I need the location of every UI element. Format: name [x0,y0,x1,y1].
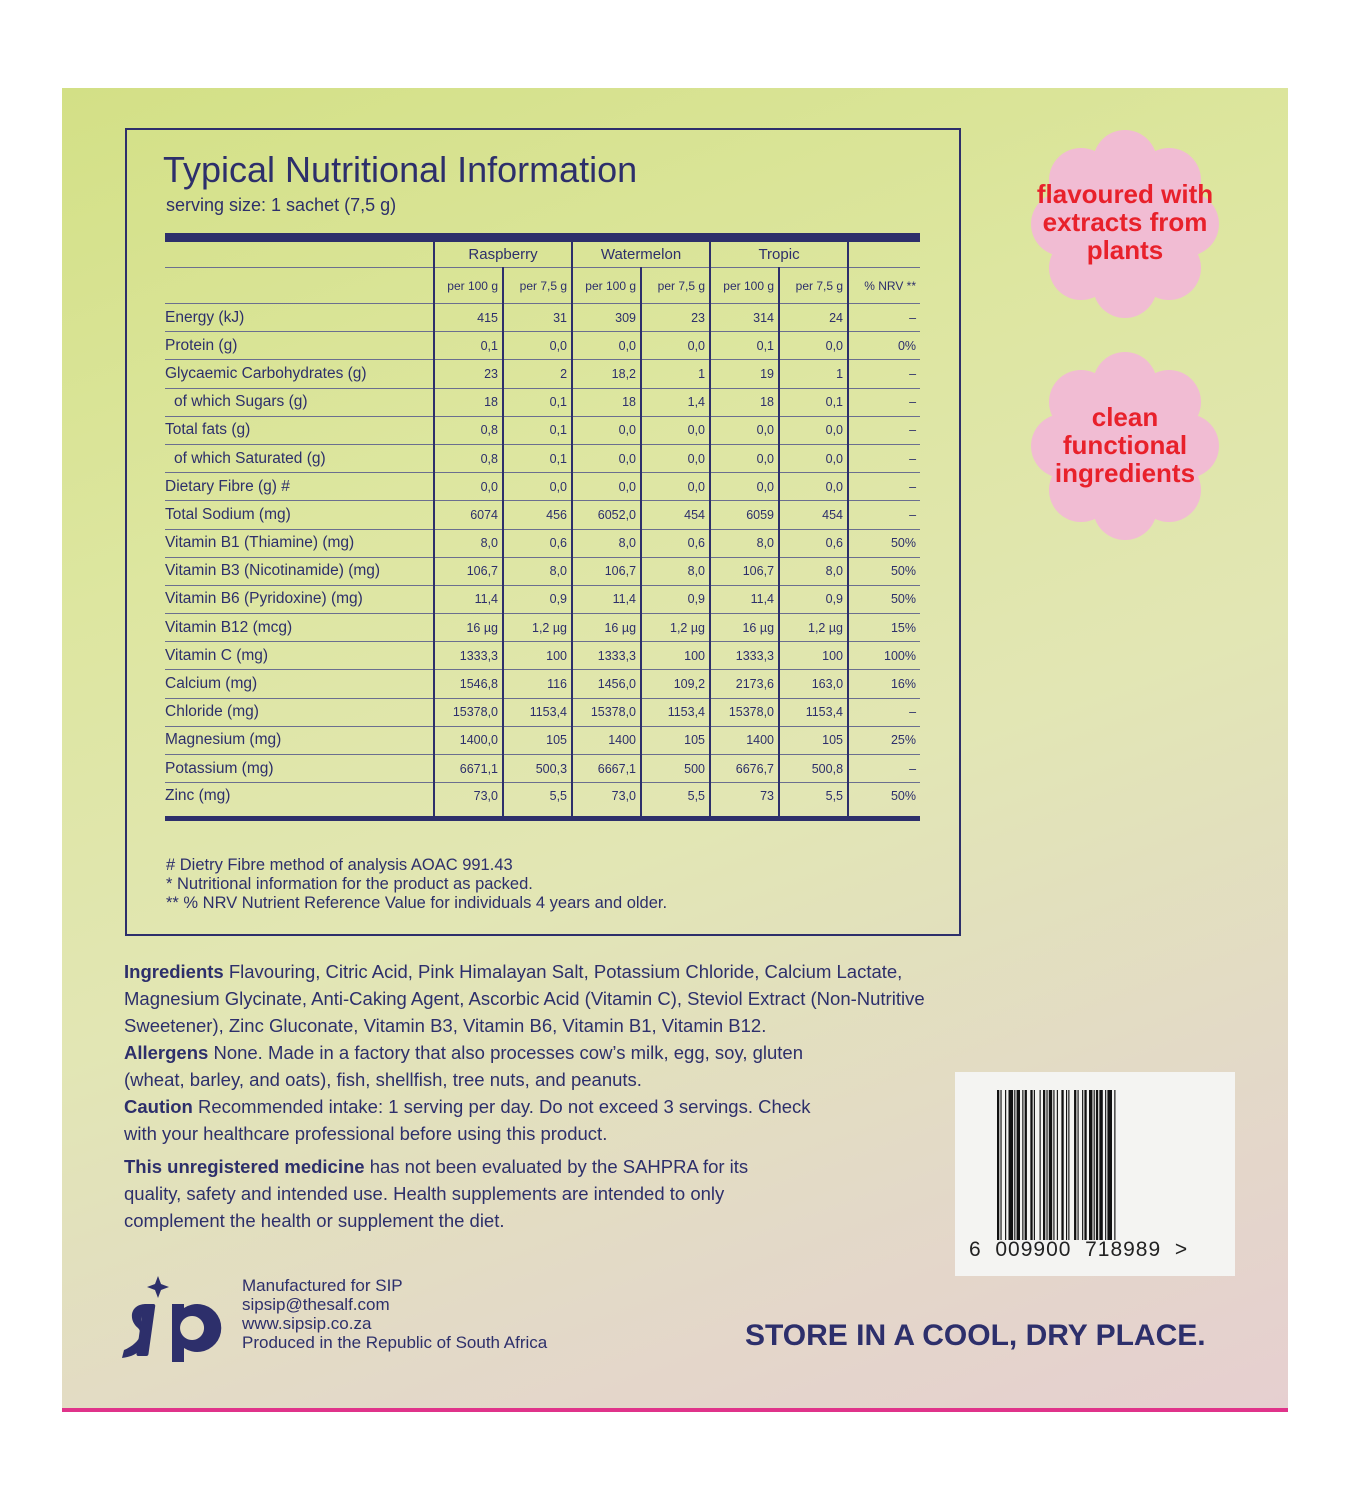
nutrient-value: 6671,1 [434,755,503,783]
nutrient-value: 2 [503,360,572,388]
table-row [165,585,920,613]
table-row [165,360,920,388]
nutrient-value: 18,2 [572,360,641,388]
nutrient-value: 100 [779,642,848,670]
nutrient-label: Dietary Fibre (g) # [165,473,434,501]
nutrient-value: 1456,0 [572,670,641,698]
nutrient-value: 100 [503,642,572,670]
nutrient-value: 23 [434,360,503,388]
nutrient-value: 0,0 [641,332,710,360]
flavour-header: Watermelon [572,238,710,268]
nutrient-value: 105 [779,726,848,754]
allergens-text [124,1039,824,1093]
medicine-text [124,1153,804,1234]
ingredients-text [124,958,944,1039]
product-info [124,958,944,1234]
per-serving-header: per 7,5 g [779,268,848,304]
nutrient-value: – [848,304,920,332]
serving-size: serving size: 1 sachet (7,5 g) [166,195,397,215]
nutrient-value: 6059 [710,501,779,529]
nutrient-label: Total fats (g) [165,416,434,444]
barcode-bar [1068,1090,1069,1240]
nutrient-value: 0,6 [503,529,572,557]
nutrient-label: Total Sodium (mg) [165,501,434,529]
nutrient-value: 16 µg [434,614,503,642]
nutrient-value: 0,9 [503,585,572,613]
medicine-label: This unregistered medicine [124,1156,365,1177]
nutrient-value: 50% [848,783,920,819]
barcode-bar [1043,1090,1045,1240]
nutrient-value: 5,5 [503,783,572,819]
nutrient-label: Protein (g) [165,332,434,360]
nutrient-value: 0,1 [710,332,779,360]
nutrient-value: 0,0 [779,444,848,472]
nutrient-value: 8,0 [434,529,503,557]
nutrient-label: Vitamin B3 (Nicotinamide) (mg) [165,557,434,585]
nutrient-value: 314 [710,304,779,332]
nutrient-value: 0% [848,332,920,360]
per-serving-header: per 7,5 g [503,268,572,304]
nutrient-value: 11,4 [572,585,641,613]
barcode-bar [1009,1090,1014,1240]
table-row [165,444,920,472]
barcode-bar [1094,1090,1095,1240]
nutrient-value: 6074 [434,501,503,529]
flavour-header: Raspberry [434,238,572,268]
nutrient-value: 6052,0 [572,501,641,529]
nutrient-label: Vitamin C (mg) [165,642,434,670]
nutrient-value: 5,5 [779,783,848,819]
nutrient-value: 1153,4 [503,698,572,726]
nutrient-value: – [848,360,920,388]
nutrient-value: 500,3 [503,755,572,783]
nutrient-value: 16 µg [572,614,641,642]
barcode-number: 6 009900 718989 > [969,1238,1189,1261]
nutrient-value: 0,6 [779,529,848,557]
nutrient-value: – [848,416,920,444]
barcode-bar [1061,1090,1063,1240]
table-row [165,304,920,332]
nutrient-value: 1333,3 [572,642,641,670]
table-row [165,416,920,444]
nutrient-value: 1,2 µg [641,614,710,642]
nutrient-value: 24 [779,304,848,332]
nutrient-value: 25% [848,726,920,754]
nutrient-value: 100 [641,642,710,670]
nutrient-label: of which Saturated (g) [165,444,434,472]
nutrient-value: 18 [572,388,641,416]
nutrient-value: 73,0 [434,783,503,819]
nutrient-value: 0,0 [503,332,572,360]
barcode-bar [1053,1090,1054,1240]
nutrient-value: 309 [572,304,641,332]
barcode-bar [1105,1090,1106,1240]
barcode-bar [1074,1090,1076,1240]
nutrient-value: 6667,1 [572,755,641,783]
nutrient-value: 0,0 [641,416,710,444]
nutrient-value: 1333,3 [710,642,779,670]
barcode-bar [1082,1090,1083,1240]
barcode-bar [1022,1090,1023,1240]
nutrient-value: 31 [503,304,572,332]
nutrient-value: 0,1 [503,388,572,416]
per-serving-header: per 7,5 g [641,268,710,304]
per-100g-header: per 100 g [434,268,503,304]
nutrient-value: 454 [641,501,710,529]
table-row [165,529,920,557]
website: www.sipsip.co.za [242,1314,372,1333]
badge-plant-extracts: flavoured with extracts from plants [1036,179,1214,265]
ingredients-list: Flavouring, Citric Acid, Pink Himalayan Salt, Potassium Chloride, Calcium Lactate, Magnesium Glycinate, Anti-Caking Agent, Ascorbic Acid (Vitamin C), Steviol Extract (Non-Nutritive Sweetener), Zinc Gluconate, Vitamin B3, Vitamin B6, Vitamin B1, Vitamin B12. [124,961,925,1036]
barcode-bar [1005,1090,1006,1240]
barcode-bar [1057,1090,1058,1240]
contact-email: sipsip@thesalf.com [242,1295,390,1314]
nutrient-value: 1400 [710,726,779,754]
nutrient-value: 0,0 [641,444,710,472]
nutrient-value: 0,0 [572,416,641,444]
nutrient-label: Calcium (mg) [165,670,434,698]
nutrient-value: 1,2 µg [503,614,572,642]
nutrient-value: 0,0 [434,473,503,501]
barcode-bar [1030,1090,1032,1240]
nutrient-value: 50% [848,529,920,557]
nutrient-value: 6676,7 [710,755,779,783]
nutrient-label: Chloride (mg) [165,698,434,726]
nutrient-value: 73 [710,783,779,819]
footnote: ** % NRV Nutrient Reference Value for individuals 4 years and older. [166,894,668,912]
header-blank [165,238,434,268]
barcode-bars [997,1090,1207,1240]
barcode-bar [1017,1090,1020,1240]
nutrient-value: 109,2 [641,670,710,698]
nutrient-value: 11,4 [710,585,779,613]
nutrient-value: 0,0 [779,416,848,444]
nutrient-value: 1333,3 [434,642,503,670]
nutrient-value: 18 [710,388,779,416]
nutrient-value: 15378,0 [710,698,779,726]
nutrient-value: 2173,6 [710,670,779,698]
manufacturer-info [242,1276,547,1352]
nutrition-footnotes [166,856,667,913]
nutrient-value: 50% [848,585,920,613]
nutrient-value: 0,0 [641,473,710,501]
nutrient-value: 8,0 [572,529,641,557]
nutrient-value: 500,8 [779,755,848,783]
nutrient-label: Magnesium (mg) [165,726,434,754]
nutrient-label: Potassium (mg) [165,755,434,783]
nutrient-value: 500 [641,755,710,783]
nutrient-value: 1 [641,360,710,388]
nutrient-value: – [848,388,920,416]
nutrient-value: 23 [641,304,710,332]
nutrient-value: 0,0 [710,444,779,472]
nutrient-value: – [848,698,920,726]
nutrient-value: 0,0 [572,332,641,360]
nutrient-label: Energy (kJ) [165,304,434,332]
table-row [165,473,920,501]
nrv-header: % NRV ** [848,268,920,304]
nutrient-value: 105 [503,726,572,754]
nutrient-value: 0,0 [779,332,848,360]
barcode-bar [1049,1090,1052,1240]
table-row [165,557,920,585]
nutrient-value: 50% [848,557,920,585]
nutrient-value: 456 [503,501,572,529]
nutrient-value: 8,0 [641,557,710,585]
nutrient-value: 106,7 [572,557,641,585]
nutrient-value: 0,0 [710,416,779,444]
nutrient-label: Glycaemic Carbohydrates (g) [165,360,434,388]
barcode-bar [1046,1090,1047,1240]
header-blank [848,238,920,268]
nutrient-value: 105 [641,726,710,754]
nutrient-value: 106,7 [434,557,503,585]
barcode-bar [1025,1090,1027,1240]
nutrient-label: Vitamin B6 (Pyridoxine) (mg) [165,585,434,613]
nutrient-value: 15378,0 [434,698,503,726]
per-100g-header: per 100 g [572,268,641,304]
manufacturer-line: Manufactured for SIP [242,1276,403,1295]
table-row [165,726,920,754]
nutrient-value: 163,0 [779,670,848,698]
footnote: # Dietry Fibre method of analysis AOAC 991.43 [166,856,513,874]
nutrient-value: 1,2 µg [779,614,848,642]
nutrient-value: 116 [503,670,572,698]
nutrient-label: Zinc (mg) [165,787,231,805]
barcode-bar [1078,1090,1079,1240]
nutrient-value: 0,0 [779,473,848,501]
nutrient-value: 8,0 [503,557,572,585]
nutrient-value: 1400,0 [434,726,503,754]
nutrient-value: 18 [434,388,503,416]
nutrient-value: 1153,4 [641,698,710,726]
nutrient-value: 1153,4 [779,698,848,726]
nutrient-value: 15378,0 [572,698,641,726]
barcode-bar [1107,1090,1112,1240]
nutrient-label: Vitamin B12 (mcg) [165,614,434,642]
storage-instruction: STORE IN A COOL, DRY PLACE. [745,1319,1206,1352]
table-row [165,642,920,670]
table-row [165,670,920,698]
barcode-bar [1000,1090,1001,1240]
nutrient-value: 0,6 [641,529,710,557]
nutrient-value: 0,9 [641,585,710,613]
nutrient-value: – [848,755,920,783]
table-row [165,501,920,529]
nutrient-value: 106,7 [710,557,779,585]
nutrient-value: 73,0 [572,783,641,819]
table-row [165,783,920,819]
table-row [165,388,920,416]
table-row [165,614,920,642]
nutrition-table [165,233,920,821]
ingredients-label: Ingredients [124,961,224,982]
barcode-bar [1089,1090,1092,1240]
allergens-label: Allergens [124,1042,209,1063]
badge-clean-ingredients: clean functional ingredients [1054,402,1196,488]
nutrient-value: 454 [779,501,848,529]
nutrient-value: 0,1 [434,332,503,360]
nutrient-value: 0,1 [503,444,572,472]
nutrient-value: 16 µg [710,614,779,642]
barcode-bar [1014,1090,1015,1240]
header-blank [165,268,434,304]
barcode-bar [997,1090,999,1240]
caution-label: Caution [124,1096,193,1117]
barcode-bar [1114,1090,1115,1240]
nutrient-label: of which Sugars (g) [165,388,434,416]
barcode-bar [1096,1090,1098,1240]
footnote: * Nutritional information for the product as packed. [166,875,533,893]
barcode-bar [1034,1090,1035,1240]
flavour-header: Tropic [710,238,848,268]
nutrient-value: 11,4 [434,585,503,613]
nutrient-value: 8,0 [779,557,848,585]
barcode-bar [1099,1090,1102,1240]
nutrient-value: 1546,8 [434,670,503,698]
nutrient-value: 0,0 [572,444,641,472]
nutrient-value: 415 [434,304,503,332]
nutrient-value: 0,8 [434,444,503,472]
sip-logo [120,1272,225,1364]
nutrient-label: Vitamin B1 (Thiamine) (mg) [165,529,434,557]
table-row [165,332,920,360]
nutrient-value: 0,9 [779,585,848,613]
nutrient-value: – [848,501,920,529]
nutrient-value: 19 [710,360,779,388]
nutrient-value: 100% [848,642,920,670]
table-row [165,698,920,726]
nutrient-value: 8,0 [710,529,779,557]
nutrient-value: 15% [848,614,920,642]
nutrient-value: 0,1 [503,416,572,444]
per-100g-header: per 100 g [710,268,779,304]
nutrient-value: 1400 [572,726,641,754]
nutrition-title: Typical Nutritional Information [163,149,638,190]
origin-line: Produced in the Republic of South Africa [242,1333,548,1352]
barcode [955,1072,1235,1276]
nutrient-value: 16% [848,670,920,698]
nutrient-value: – [848,444,920,472]
medicine-body: has not been evaluated by the SAHPRA for its quality, safety and intended use. Health supplements are intended to only complement the health or supplement the diet. [124,1156,749,1231]
caution-body: Recommended intake: 1 serving per day. Do not exceed 3 servings. Check with your healthcare professional before using this product. [124,1096,811,1144]
nutrient-value: 1,4 [641,388,710,416]
nutrient-value: 5,5 [641,783,710,819]
nutrient-value: 0,0 [710,473,779,501]
allergens-list: None. Made in a factory that also processes cow’s milk, egg, soy, gluten (wheat, barley, and oats), fish, shellfish, tree nuts, and peanuts. [124,1042,804,1090]
nutrient-value: – [848,473,920,501]
nutrient-value: 0,1 [779,388,848,416]
nutrient-value: 1 [779,360,848,388]
nutrient-value: 0,0 [572,473,641,501]
barcode-bar [1040,1090,1041,1240]
caution-text [124,1093,824,1147]
nutrient-value: 0,0 [503,473,572,501]
table-row [165,755,920,783]
nutrient-value: 0,8 [434,416,503,444]
barcode-bar [1066,1090,1067,1240]
barcode-bar [1084,1090,1086,1240]
